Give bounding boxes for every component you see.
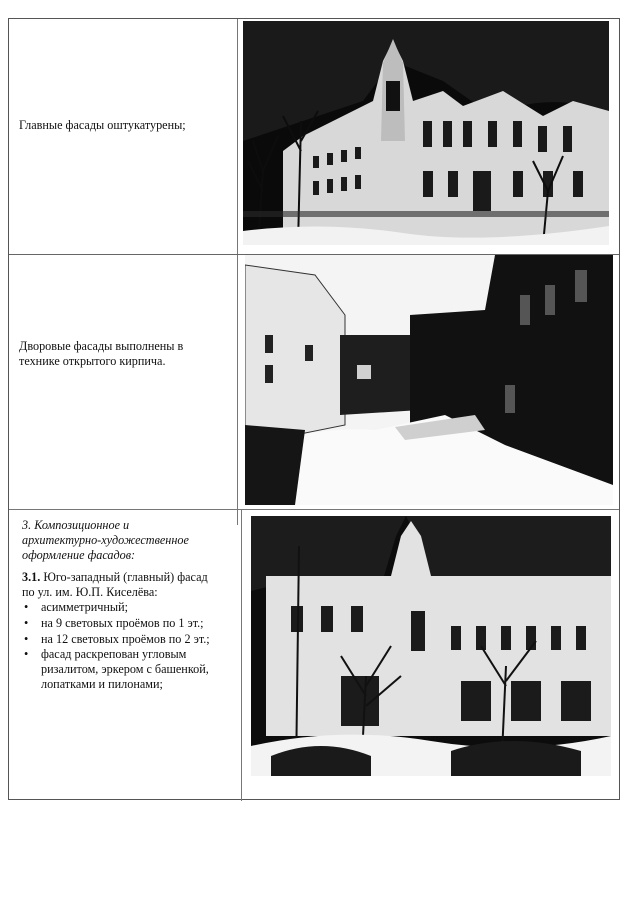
column-divider <box>237 255 238 525</box>
subsection-number: 3.1. <box>22 570 41 584</box>
list-item <box>22 600 236 615</box>
courtyard-facade-photo <box>245 255 613 505</box>
description-line: технике открытого кирпича. <box>19 354 166 368</box>
row-description: Главные фасады оштукатурены; <box>19 118 186 132</box>
facade-table <box>8 18 620 800</box>
list-item-text: ризалитом, эркером с башенкой, <box>41 662 209 676</box>
row-description <box>19 339 183 369</box>
subsection-heading <box>22 570 236 600</box>
heading-line: оформление фасадов: <box>22 548 136 562</box>
list-item <box>22 616 236 631</box>
subsection-title-line: по ул. им. Ю.П. Киселёва: <box>22 585 158 599</box>
section-text <box>22 518 236 692</box>
table-row <box>9 509 619 801</box>
bullet-icon: • <box>24 632 29 646</box>
list-item-text: асимметричный; <box>41 600 129 614</box>
table-row <box>9 255 619 525</box>
heading-line: архитектурно-художественное <box>22 533 189 547</box>
feature-list <box>22 600 236 647</box>
bullet-icon: • <box>24 647 29 661</box>
list-item-text: на 12 световых проёмов по 2 эт.; <box>41 632 210 646</box>
section-heading <box>22 518 236 563</box>
bullet-icon: • <box>24 616 29 630</box>
table-row <box>9 19 619 255</box>
list-item <box>22 632 236 647</box>
southwest-facade-photo <box>251 516 611 776</box>
description-line: Дворовые фасады выполнены в <box>19 339 184 353</box>
subsection-title: Юго-западный (главный) фасад <box>40 570 208 584</box>
bullet-icon: • <box>24 600 29 614</box>
column-divider <box>237 19 238 254</box>
column-divider <box>241 510 242 801</box>
list-item <box>22 647 236 692</box>
main-facade-photo <box>243 21 609 245</box>
list-item-text: фасад раскрепован угловым <box>41 647 187 661</box>
list-item-text: лопатками и пилонами; <box>41 677 163 691</box>
heading-line: 3. Композиционное и <box>22 518 130 532</box>
list-item-text: на 9 световых проёмов по 1 эт.; <box>41 616 204 630</box>
feature-list <box>22 647 236 692</box>
